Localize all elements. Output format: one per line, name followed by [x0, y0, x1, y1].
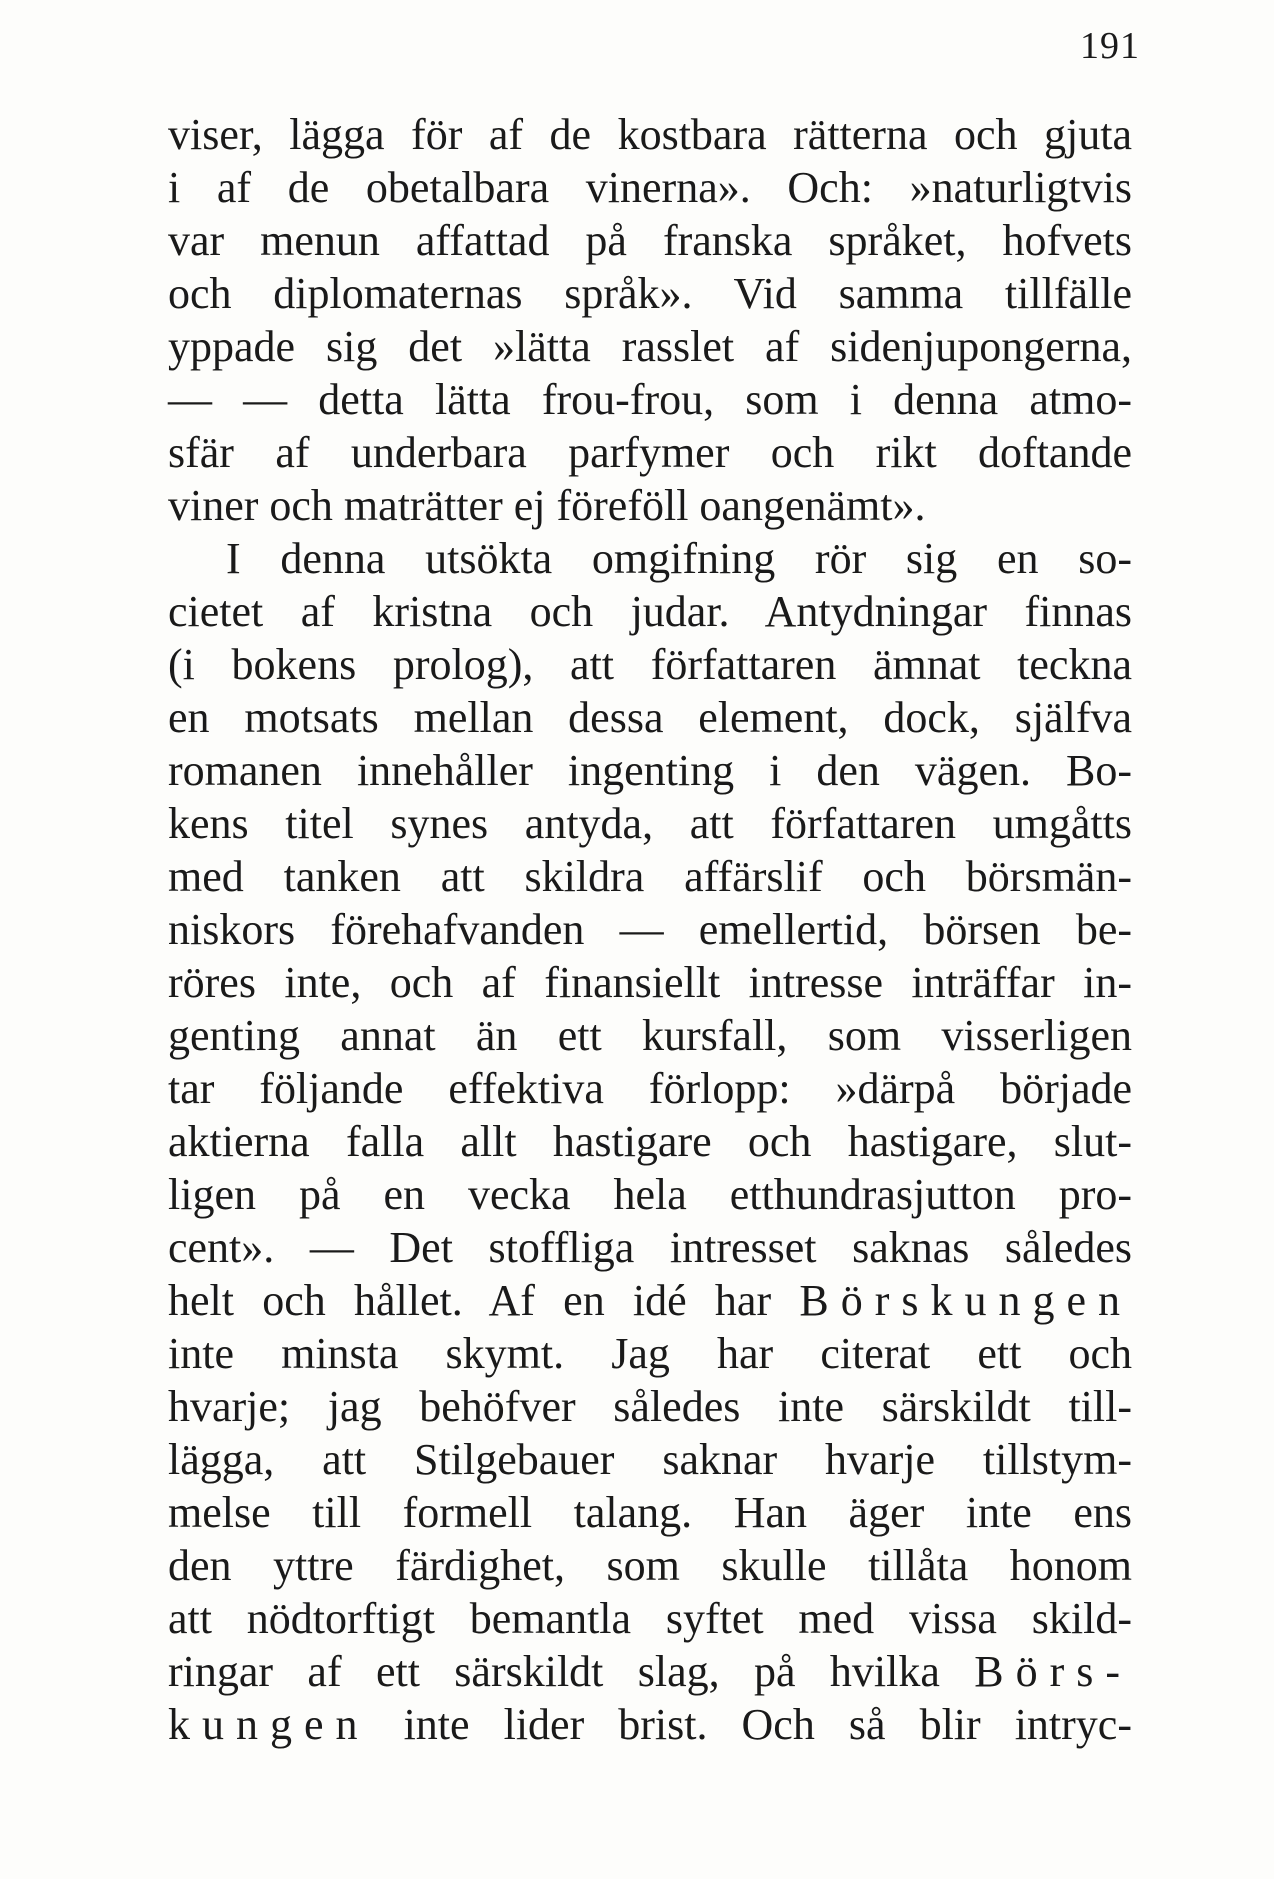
line-segment: ringar af ett särskildt slag, på hvilka — [168, 1647, 975, 1696]
line-segment: cietet af kristna och judar. Antydningar finnas — [168, 587, 1132, 636]
line-segment: hvarje; jag behöfver således inte särskildt till- — [168, 1382, 1132, 1431]
text-line — [168, 267, 1132, 320]
line-segment: med tanken att skildra affärslif och börsmän- — [168, 852, 1132, 901]
text-line — [168, 1009, 1132, 1062]
text-line — [168, 691, 1132, 744]
line-segment: var menun affattad på franska språket, hofvets — [168, 216, 1132, 265]
line-segment: melse till formell talang. Han äger inte ens — [168, 1488, 1132, 1537]
text-line — [168, 903, 1132, 956]
text-line — [168, 1221, 1132, 1274]
line-segment: viser, lägga för af de kostbara rätterna och gjuta — [168, 110, 1132, 159]
text-line — [168, 1274, 1132, 1327]
text-line — [168, 1645, 1132, 1698]
line-segment: cent». — Det stoffliga intresset saknas således — [168, 1223, 1132, 1272]
text-line — [168, 1592, 1132, 1645]
text-line — [168, 850, 1132, 903]
line-segment: genting annat än ett kursfall, som visserligen — [168, 1011, 1132, 1060]
text-line — [168, 479, 1132, 532]
text-line — [168, 585, 1132, 638]
line-segment: I denna utsökta omgifning rör sig en so- — [226, 534, 1132, 583]
spaced-title: kungen — [168, 1700, 370, 1749]
text-line — [168, 744, 1132, 797]
text-line — [168, 1115, 1132, 1168]
text-line — [168, 161, 1132, 214]
line-segment: romanen innehåller ingenting i den vägen. Bo- — [168, 746, 1132, 795]
line-segment: viner och maträtter ej föreföll oangenämt». — [168, 481, 926, 530]
text-line — [168, 1168, 1132, 1221]
line-segment: sfär af underbara parfymer och rikt doftande — [168, 428, 1132, 477]
text-line — [168, 108, 1132, 161]
line-segment: niskors förehafvanden — emellertid, börsen be- — [168, 905, 1132, 954]
text-line — [168, 320, 1132, 373]
text-line — [168, 797, 1132, 850]
line-segment: aktierna falla allt hastigare och hastigare, slut- — [168, 1117, 1132, 1166]
line-segment: den yttre färdighet, som skulle tillåta honom — [168, 1541, 1132, 1590]
text-line — [168, 214, 1132, 267]
line-segment: tar följande effektiva förlopp: »därpå började — [168, 1064, 1132, 1113]
line-segment: röres inte, och af finansiellt intresse inträffar in- — [168, 958, 1132, 1007]
line-segment: en motsats mellan dessa element, dock, själfva — [168, 693, 1132, 742]
text-line — [168, 373, 1132, 426]
text-line — [168, 532, 1132, 585]
line-segment: kens titel synes antyda, att författaren umgåtts — [168, 799, 1132, 848]
line-segment: och diplomaternas språk». Vid samma tillfälle — [168, 269, 1132, 318]
text-line — [168, 1486, 1132, 1539]
line-segment: yppade sig det »lätta rasslet af sidenjupongerna, — [168, 322, 1132, 371]
text-line — [168, 1698, 1132, 1751]
text-line — [168, 956, 1132, 1009]
text-line — [168, 1062, 1132, 1115]
line-segment: att nödtorftigt bemantla syftet med vissa skild- — [168, 1594, 1132, 1643]
text-line — [168, 1539, 1132, 1592]
line-segment: — — detta lätta frou-frou, som i denna atmo- — [168, 375, 1132, 424]
spaced-title: Börs- — [974, 1647, 1132, 1696]
body-text — [168, 108, 1132, 1751]
page-number: 191 — [1080, 25, 1140, 67]
line-segment: helt och hållet. Af en idé har — [168, 1276, 800, 1325]
line-segment: inte minsta skymt. Jag har citerat ett och — [168, 1329, 1132, 1378]
line-segment: i af de obetalbara vinerna». Och: »naturligtvis — [168, 163, 1132, 212]
line-segment: ligen på en vecka hela etthundrasjutton pro- — [168, 1170, 1132, 1219]
line-segment: lägga, att Stilgebauer saknar hvarje tillstym- — [168, 1435, 1132, 1484]
text-line — [168, 638, 1132, 691]
text-line — [168, 426, 1132, 479]
text-line — [168, 1327, 1132, 1380]
line-segment: inte lider brist. Och så blir intryc- — [369, 1700, 1132, 1749]
text-line — [168, 1433, 1132, 1486]
text-line — [168, 1380, 1132, 1433]
line-segment: (i bokens prolog), att författaren ämnat teckna — [168, 640, 1132, 689]
spaced-title: Börskungen — [799, 1276, 1132, 1325]
